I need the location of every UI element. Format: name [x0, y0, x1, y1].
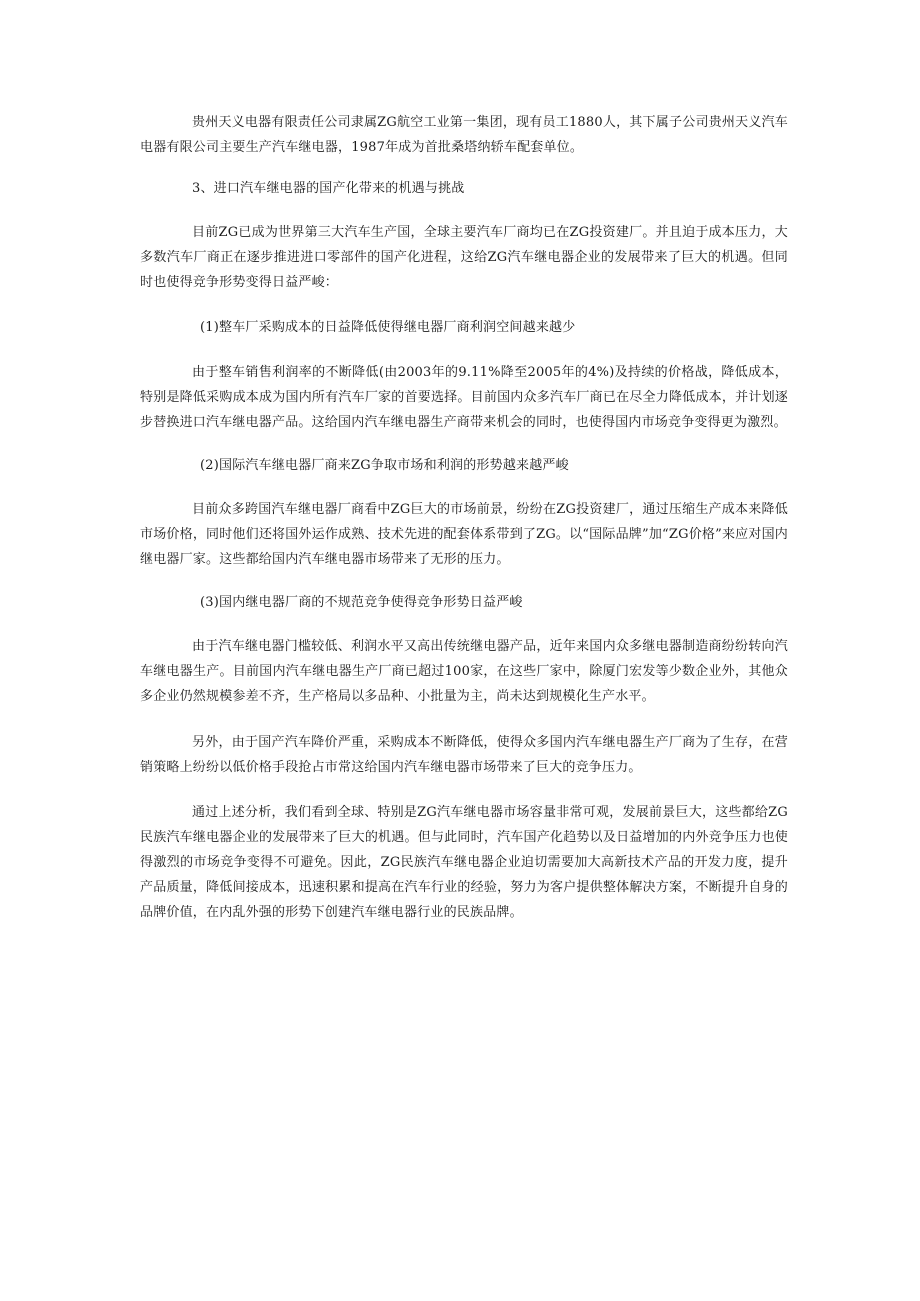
conclusion-paragraph: 通过上述分析，我们看到全球、特别是ZG汽车继电器市场容量非常可观，发展前景巨大，这些都给ZG民族汽车继电器企业的发展带来了巨大的机遇。但与此同时，汽车国产化趋势以及日益增加的内外竞争压力也使得激烈的市场竞争变得不可避免。因此，ZG民族汽车继电器企业迫切需要加大高新技术产品的开发力度，提升产品质量，降低间接成本，迅速积累和提高在汽车行业的经验，努力为客户提供整体解决方案，不断提升自身的品牌价值，在内乱外强的形势下创建汽车继电器行业的民族品牌。	[140, 805, 788, 920]
subheading-international-competition: (2)国际汽车继电器厂商来ZG争取市场和利润的形势越来越严峻	[200, 458, 569, 473]
international-competition-paragraph: 目前众多跨国汽车继电器厂商看中ZG巨大的市场前景，纷纷在ZG投资建厂，通过压缩生产成本来降低市场价格，同时他们还将国外运作成熟、技术先进的配套体系带到了ZG。以“国际品牌”加“ZG价格”来应对国内继电器厂家。这些都给国内汽车继电器市场带来了无形的压力。	[140, 502, 788, 567]
subheading-domestic-competition: (3)国内继电器厂商的不规范竞争使得竞争形势日益严峻	[200, 595, 523, 610]
price-pressure-paragraph: 另外，由于国产汽车降价严重，采购成本不断降低，使得众多国内汽车继电器生产厂商为了生存，在营销策略上纷纷以低价格手段抢占市常这给国内汽车继电器市场带来了巨大的竞争压力。	[140, 735, 788, 775]
opportunity-paragraph: 目前ZG已成为世界第三大汽车生产国，全球主要汽车厂商均已在ZG投资建厂。并且迫于成本压力，大多数汽车厂商正在逐步推进进口零部件的国产化进程，这给ZG汽车继电器企业的发展带来了巨大的机遇。但同时也使得竞争形势变得日益严峻：	[140, 225, 788, 290]
cost-pressure-paragraph: 由于整车销售利润率的不断降低(由2003年的9.11%降至2005年的4%)及持续的价格战，降低成本，特别是降低采购成本成为国内所有汽车厂家的首要选择。目前国内众多汽车厂商已在尽全力降低成本，并计划逐步替换进口汽车继电器产品。这给国内汽车继电器生产商带来机会的同时，也使得国内市场竞争变得更为激烈。	[140, 365, 788, 430]
company-intro-paragraph: 贵州天义电器有限责任公司隶属ZG航空工业第一集团，现有员工1880人，其下属子公司贵州天义汽车电器有限公司主要生产汽车继电器，1987年成为首批桑塔纳轿车配套单位。	[140, 115, 788, 155]
subheading-cost-pressure: (1)整车厂采购成本的日益降低使得继电器厂商利润空间越来越少	[200, 320, 576, 335]
domestic-competition-paragraph: 由于汽车继电器门槛较低、利润水平又高出传统继电器产品，近年来国内众多继电器制造商纷纷转向汽车继电器生产。目前国内汽车继电器生产厂商已超过100家，在这些厂家中，除厦门宏发等少数企业外，其他众多企业仍然规模参差不齐，生产格局以多品种、小批量为主，尚未达到规模化生产水平。	[140, 639, 788, 704]
section-heading: 3、进口汽车继电器的国产化带来的机遇与挑战	[192, 181, 465, 196]
